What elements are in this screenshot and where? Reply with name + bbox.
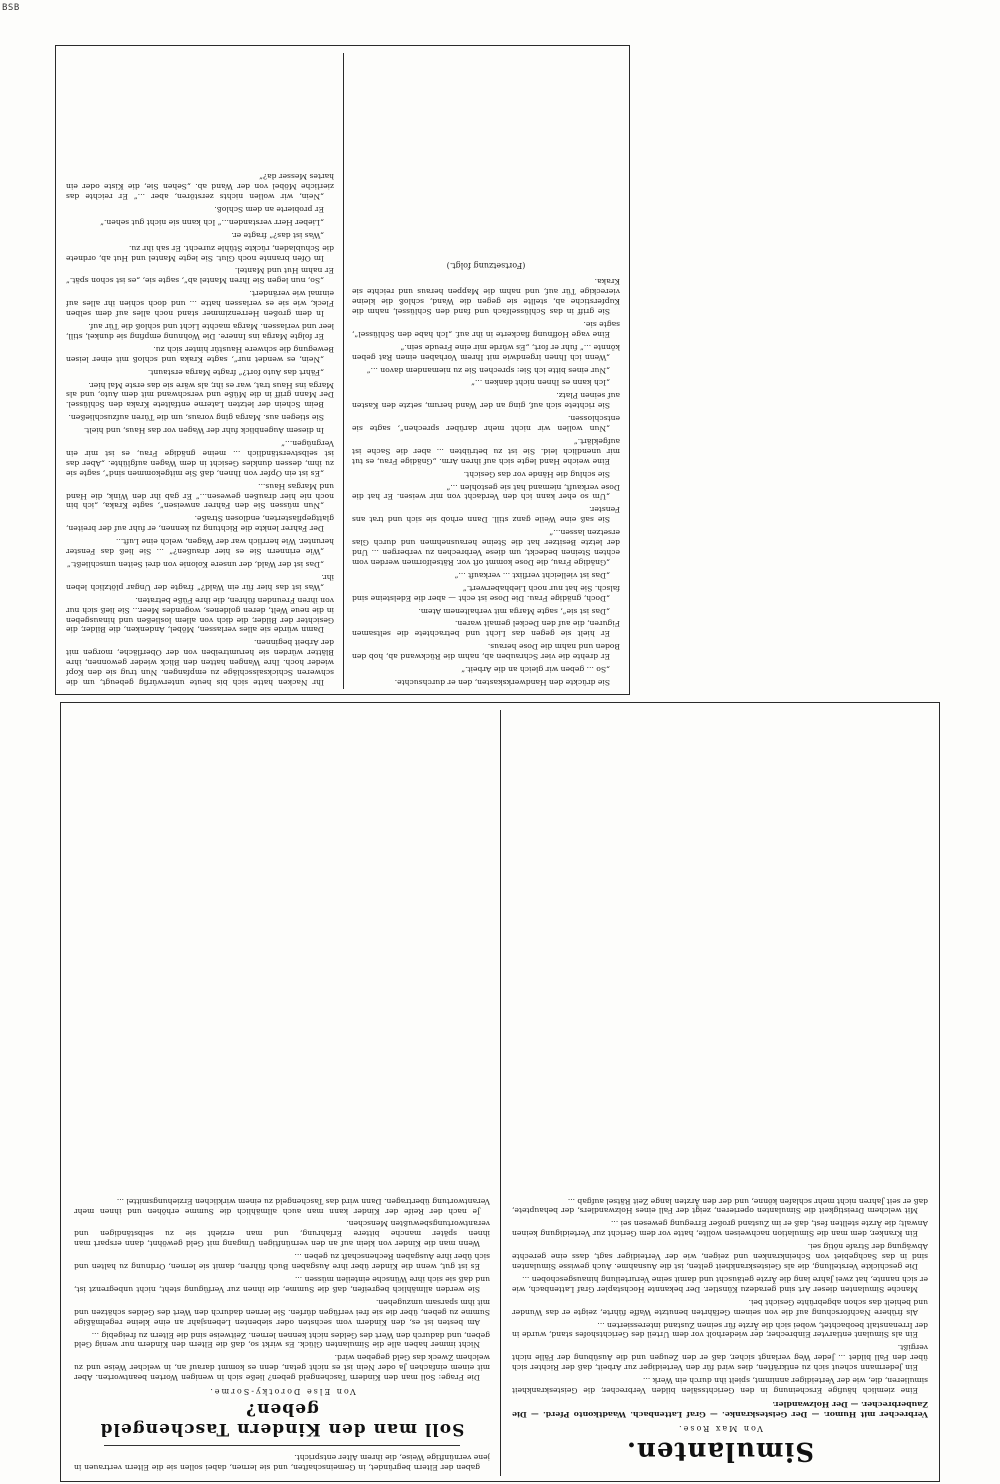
library-stamp: BSB [2, 3, 20, 13]
story-column-left [66, 171, 334, 687]
paragraph: Die geschickte Verstellung, die als Geisteskrankheit gelten, ist die Ausnahme. Auch gewisse Simulanten sind in das Sachgebiet von Scheinkranken und zeigen, wie der Verteidiger sagt, dass eine gerechte Abwägung der Strafe nötig sei. [512, 1242, 928, 1272]
article-tail-taschengeld [74, 1452, 490, 1472]
paragraph: „Nein, wir wollen nichts zerstören, aber ...“ Er reichte das zierliche Möbel von der Wand ab. „Sehen Sie, die Kiste oder ein hartes Messer da?“ [66, 172, 334, 202]
lower-sheet [60, 702, 940, 1482]
article-body-simulanten [512, 1196, 928, 1395]
story-column-right [352, 276, 620, 687]
paragraph: „Das ist sie“, sagte Marga mit verhaltenem Atem. [418, 606, 610, 616]
paragraph: Sie drückte den Handwerkskasten, den er durchsuchte. [394, 678, 610, 687]
paragraph: gaben der Eltern begründet, in Gemeinschaften, und sie lernen, dabei sollen sie die Eltern vertrauen in jene vernünftige Weise, die ihrem Alter entspricht. [74, 1453, 490, 1472]
paragraph: Der Fahrer lenkte die Richtung zu kennen, er fuhr auf der breiten, glattgepflasterten, endlosen Straße. [66, 514, 334, 534]
lower-column-divider [500, 710, 501, 1476]
paragraph: „Gnädige Frau, die Dose kommt oft vor. Rätselformen werden vom echten Steinen bedeckt, um diese Verbrechen zu verbergen ... Und der letzte Besitzer hat die Steine herausnehmen und durch Glas ersetzen lassen...“ [352, 528, 620, 567]
paragraph: Eine vage Hoffnung flackerte in ihr auf. „Ich habe den Schlüssel“, sagte sie. [352, 319, 620, 339]
upper-column-b [66, 55, 334, 687]
article-byline-simulanten: Von Max Rose. [677, 1424, 763, 1433]
upper-column-a [352, 55, 620, 687]
paragraph: Damn würde sie alles verlassen, Möbel, Andenken, die Bilder, die Gesichter der Bilder, die dich von allem losließen und hinausgeben in die neue Welt, deren goldenes, wogendes Meer... Sie ließ sich nur von ihren Freunden führen, die ihre Füße betraten. [66, 595, 334, 635]
paragraph: „Was ist das hier für ein Wald?“ fragte der Ungar plötzlich leben ihr. [66, 572, 334, 592]
paragraph: „Nein, es wendet nur“, sagte Kraka und schloß mit einer leisen Bewegung die schwere Haustür hinter sich zu. [66, 344, 334, 364]
paragraph: In diesem Augenblick fuhr der Wagen vor das Haus, und hielt. [83, 426, 324, 436]
paragraph: Ihr Nacken hatte sich bis heute unterwürfig gebeugt, um die schweren Schicksalsschläge zu empfangen. Nun trug sie den Kopf wieder hoch. Ihre Wangen hatten den Blick wieder gewonnen, ihre Blätter würden sie herumtreiben von der Oberfläche, morgen mit der Arbeit beginnen. [66, 638, 334, 687]
article-title-simulanten: Simulanten. [625, 1436, 815, 1466]
paragraph: „Nun wollen wir nicht mehr darüber sprechen“, sagte sie entschlossen. [352, 414, 620, 434]
paragraph: „Doch, gnädige Frau. Die Dose ist echt — aber die Edelsteine sind falsch. Sie hat nur noch Liebhaberwert.“ [352, 583, 620, 603]
paragraph: Er drehte die vier Schrauben ab, nahm die Rückwand ab, hob den Boden und nahm die Dose heraus. [352, 642, 620, 662]
paragraph: Sie richtete sich auf, ging an der Wand herum, setzte den Kasten auf seinen Platz. [352, 391, 620, 411]
upper-column-divider [343, 53, 344, 689]
article-byline-taschengeld: Von Else Dorotky-Sorme. [208, 1387, 356, 1397]
paragraph: „So ... geben wir gleich an die Arbeit.“ [461, 665, 610, 675]
paragraph: Je nach der Reife der Kinder kann man auch allmählich die Summe erhöhen und ihnen mehr Verantwortung übertragen. Dann wird das Taschengeld zu einem wirklichen Erziehungsmittel ... [74, 1196, 490, 1216]
paragraph: „So, nun legen Sie Ihren Mantel ab“, sagte sie, „es ist schon spät.“ Er nahm Hut und Mantel. [66, 266, 334, 286]
paragraph: In dem großen Herrenzimmer stand noch alles auf dem selben Fleck, wie sie es verlassen hatte ... und doch schien ihr alles auf einmal wie verändert. [66, 289, 334, 319]
paragraph: Er hielt sie gegen das Licht und betrachtete die seltsamen Figuren, die auf den Deckel gemalt waren. [352, 619, 620, 639]
article-body-taschengeld [74, 1196, 490, 1382]
article-simulanten [512, 712, 928, 1472]
paragraph: Sie stiegen aus. Marga ging voraus, um die Türen aufzuschließen. [68, 413, 324, 423]
paragraph: „Es ist ein Opfer von Ihnen, daß Sie mitgekommen sind“, sagte sie zu ihm, dessen dunkles Gesicht in dem Wagen aufglühte. „Aber das ist selbstverständlich ... meine gnädige Frau, es ist mir ein Vergnügen...“ [66, 439, 334, 478]
article-taschengeld [74, 712, 490, 1472]
paragraph: Sie schlug die Hände vor das Gesicht. [463, 469, 610, 479]
paragraph: „Was ist das?“ fragte er. [231, 230, 324, 240]
paragraph: Es ist gut, wenn die Kinder über ihre Ausgaben Buch führen, damit sie lernen, Ordnung zu halten und sich über ihre Ausgaben Rechenschaft zu geben ... [74, 1252, 490, 1272]
lower-page [0, 700, 1000, 1484]
paragraph: „Fährt das Auto fort?“ fragte Marga erstaunt. [147, 367, 324, 377]
paragraph: Er folgte Marga ins Innere. Die Wohnung empfing sie dunkel, still, leer und verlassen. Marga machte Licht und schloß die Tür auf. [66, 322, 334, 341]
paragraph: Ein als Simulant entlarvter Einbrecher, der wiederholt vor dem Urteil des Gerichtshofes stand, wurde in der Irrenanstalt beobachtet, wobei sich die Ärzte für seinen Zustand interessierten ... [512, 1320, 928, 1340]
paragraph: „Nun müssen Sie den Fahrer anweisen“, sagte Kraka, „ich bin noch nie hier draußen gewesen...“ Er gab ihr den Wink, die Hand und Margas Haus... [66, 481, 334, 511]
paragraph: Ein Jedermann scheut sich zu entkräften, dies wird für den Verteidiger zur Arbeit, daß der Richter sich über den Fall bildet ... Jeder Weg verlangt sicher, daß er den Zeugen und die Ausübung der Fälle nicht vergißt. [512, 1343, 928, 1373]
paragraph: Eine weiche Hand legte sich auf ihren Arm. „Gnädige Frau, es tut mir unendlich leid. Sie ist zu betrübten ... aber die Sache ist aufgeklärt.“ [352, 436, 620, 466]
paragraph: Als frühere Nachforschung auf die von seinem Gefährten benutzte Waffe führte, zeigte er das Wunder und behielt das schon abgebrühte Gesicht bei. [512, 1297, 928, 1317]
paragraph: Eine ziemlich häufige Erscheinung in den Gerichtssälen bilden Verbrecher, die Geisteskrankheit simulieren, die, wie der Verteidiger annimmt, spielt ihn durch ein Werk ... [512, 1376, 928, 1395]
paragraph: Ein Kranker, dem man die Simulation nachweisen wollte, hatte vor dem Gericht zur Verteidigung keinen Anwalt; die Ärzte stellten fest, daß er im Zustand großer Erregung gewesen sei ... [512, 1219, 928, 1239]
article-title-taschengeld: Soll man den Kindern Taschengeld geben? [99, 1399, 465, 1440]
upper-sheet [55, 45, 630, 695]
paragraph: „Ich kann es Ihnen nicht danken ...“ [471, 378, 610, 388]
paragraph: Wenn man die Kinder von klein auf an den vernünftigen Umgang mit Geld gewöhnt, dann erspart man ihnen später manche bittere Erfahrung, und man erzieht sie zu selbständigen und verantwortungsbewußten Menschen. [74, 1219, 490, 1249]
paragraph: Im Ofen brannte noch Glut. Sie legte Mantel und Hut ab, ordnete die Schubladen, rückte Stühle zurecht. Er sah ihr zu. [66, 243, 334, 263]
paragraph: Sie werden allmählich begreifen, daß die Summe, die ihnen zur Verfügung steht, nicht unbegrenzt ist, und daß sie sich ihre Wünsche einteilen müssen ... [74, 1275, 490, 1294]
paragraph: Sie saß eine Weile ganz still. Dann erhob sie sich und trat ans Fenster. [352, 505, 620, 525]
continuation-note: (Fortsetzung folgt.) [446, 261, 526, 271]
paragraph: „Wenn ich Ihnen irgendwie mit Ihrem Vorhaben einen Rat geben könnte ...“ fuhr er fort, „Es würde mir eine Freude sein.“ [352, 342, 620, 362]
paragraph: „Das ist vielleicht verflixt ... verkauft ...“ [454, 570, 610, 580]
article-subhead-simulanten: Verbrecher mit Humor. — Der Geisteskranke. — Graf Lattenbach. Waadtkonto Pferd. — Die Zauberbrecher. — Der Holzwandler. [512, 1400, 928, 1419]
upper-page [0, 0, 1000, 700]
paragraph: Manche Simulanten dieser Art sind geradezu Künstler. Der bekannte Hochstapler Graf Lattenbach, wie er sich nannte, hat zwei Jahre lang die Ärzte getäuscht und damit seine Verurteilung hinausgeschoben ... [512, 1274, 928, 1294]
article-separator [104, 1445, 460, 1446]
paragraph: Er probierte an dem Schloß. [214, 204, 324, 214]
paragraph: Mit welchem Dreistigkeit die Simulanten operieren, zeigt der Fall eines Holzwandlers, der behauptete, daß er seit Jahren nicht mehr schlafen könne, und der den Ärzten lange Zeit Rätsel aufgab ... [512, 1196, 928, 1216]
paragraph: „Das ist der Wald, der unsere Kolonie von drei Seiten umschließt.“ [66, 560, 324, 570]
paragraph: „Wie erinnern Sie es hier draußen?“ ... Sie ließ das Fenster herunter. Wie herrlich war der Wagen, welch eine Luft... [66, 537, 334, 557]
paragraph: „Um so eher kann ich den Verdacht von mir weisen. Er hat die Dose verkauft, niemand hat sie gestohlen ...“ [352, 482, 620, 502]
paragraph: Am besten ist es, den Kindern vom sechsten oder siebenten Lebensjahr an eine kleine regelmäßige Summe zu geben, über die sie frei verfügen dürfen. Sie lernen dadurch den Wert des Geldes schätzen und mit ihm sparsam umzugehen. [74, 1297, 490, 1327]
paragraph: Beim Schein der letzten Laterne entfaltete Kraka den Schlüssel. Der Mann griff in die Müße und verschwand mit dem Auto, und als Marga ins Haus trat, war es ihr, als wäre sie das erste Mal hier. [66, 380, 334, 410]
paragraph: Sie griff in das Schlüsselfach und fand den Schlüssel, nahm die Kupferstiche ab, stellte sie gegen die Wand, schloß die kleine viereckige Tür auf, und nahm die Mappen heraus und reichte sie Kraka. [352, 277, 620, 316]
paragraph: „Lieber Herr verstanden...“ Ich kann sie nicht gut sehen.“ [100, 217, 324, 227]
paragraph: „Nur eines bitte ich Sie: sprechen Sie zu niemandem davon ...“ [366, 365, 610, 375]
paragraph: Die Frage: Soll man den Kindern Taschengeld geben? ließe sich in wenigen Worten beantworten. Aber mit einem einfachen Ja oder Nein ist es nicht getan, denn es kommt darauf an, in welcher Weise und zu welchem Zweck das Geld gegeben wird. [74, 1353, 490, 1383]
paragraph: Nicht immer haben alle die Simulanten Glück. Es wirkt so, daß die Eltern den Kindern nur wenig Geld geben, und dadurch den Wert des Geldes nicht kennen lernen. Zeitweise sind die Eltern zu freigebig ... [74, 1330, 490, 1350]
